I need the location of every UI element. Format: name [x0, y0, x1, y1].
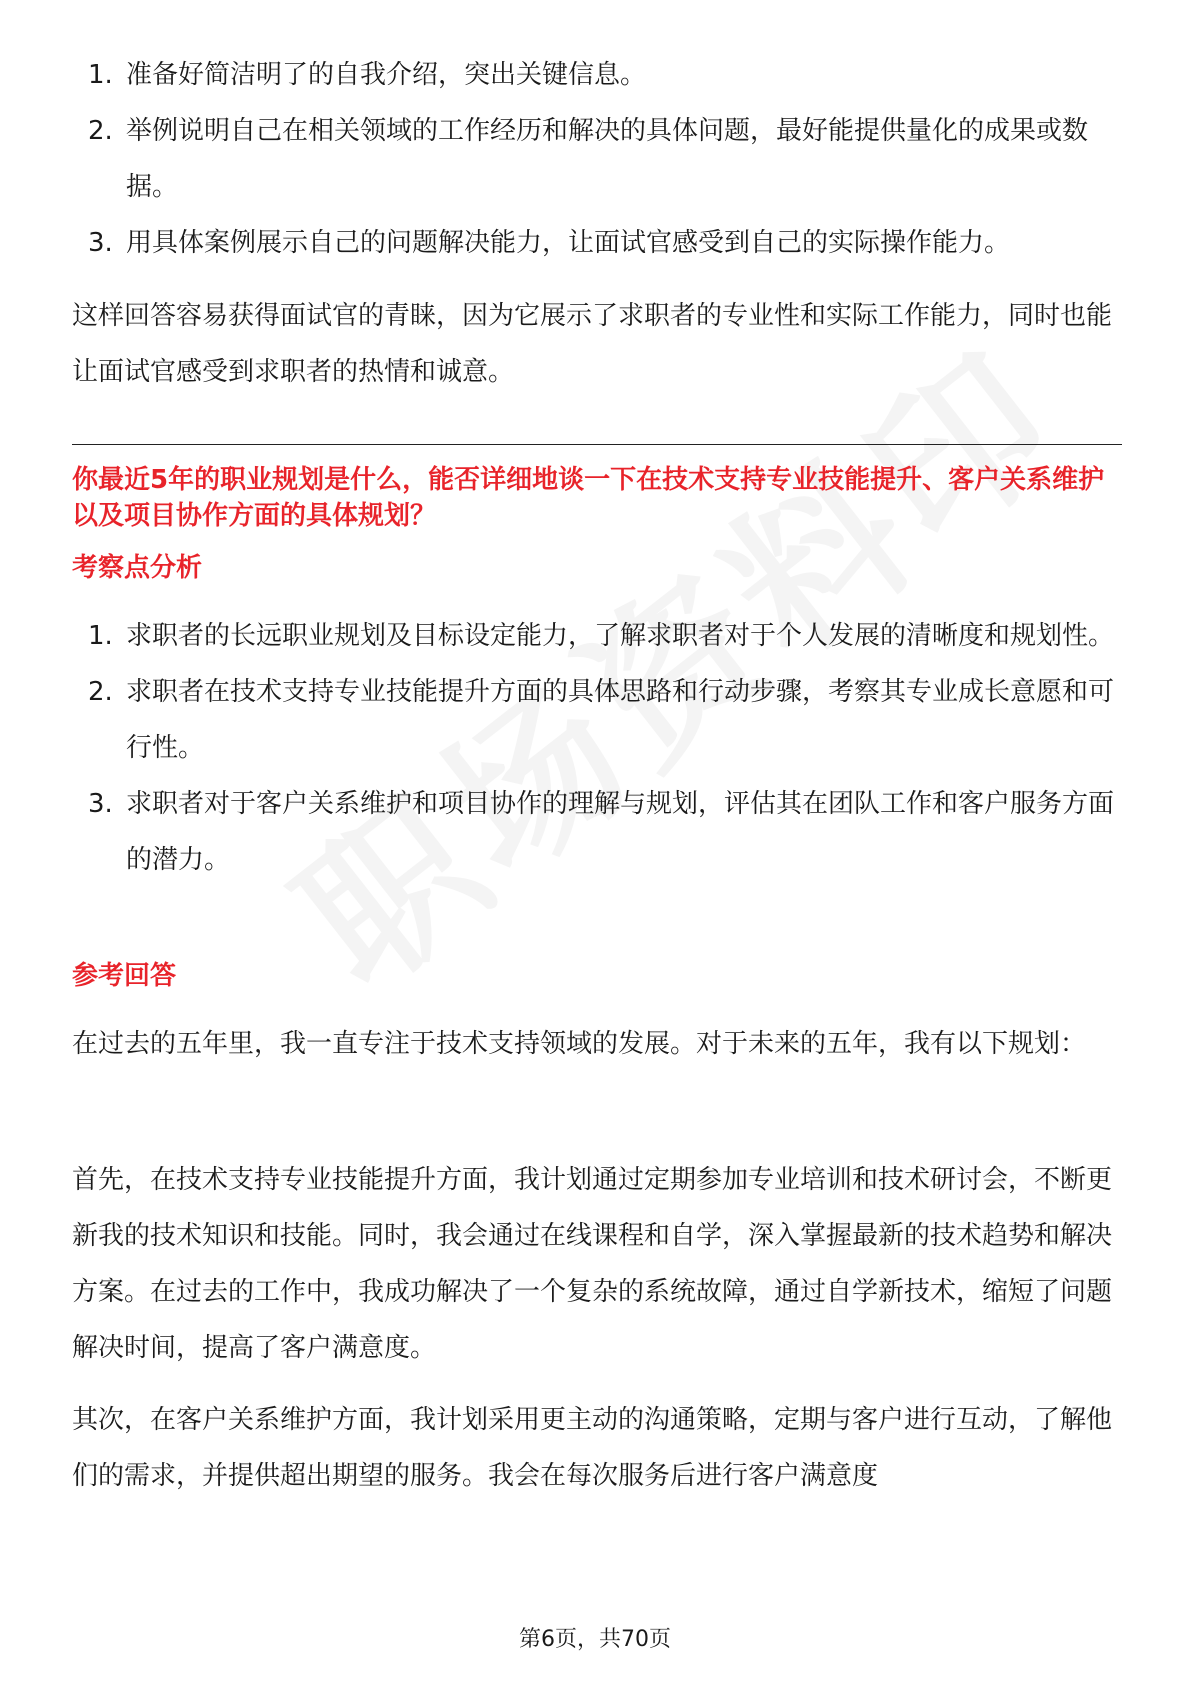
list-item-number: 1.	[88, 60, 113, 90]
list-item-number: 3.	[88, 789, 113, 819]
section-divider	[72, 444, 1122, 445]
list-item	[72, 103, 1122, 215]
answer-paragraph: 在过去的五年里，我一直专注于技术支持领域的发展。对于未来的五年，我有以下规划：	[72, 1029, 1087, 1059]
top-list	[72, 47, 1122, 271]
list-item-number: 1.	[88, 621, 113, 651]
list-item	[72, 215, 1122, 271]
analysis-heading: 考察点分析	[72, 553, 203, 583]
list-item-number: 2.	[88, 677, 113, 707]
list-item-text: 用具体案例展示自己的问题解决能力，让面试官感受到自己的实际操作能力。	[126, 228, 1011, 258]
question-heading: 你最近5年的职业规划是什么，能否详细地谈一下在技术支持专业技能提升、客户关系维护以及项目协作方面的具体规划？	[72, 465, 1105, 531]
list-item-text: 求职者对于客户关系维护和项目协作的理解与规划，评估其在团队工作和客户服务方面的潜力。	[126, 789, 1115, 875]
list-item-number: 2.	[88, 116, 113, 146]
list-item-text: 求职者在技术支持专业技能提升方面的具体思路和行动步骤，考察其专业成长意愿和可行性。	[126, 677, 1115, 763]
summary-paragraph: 这样回答容易获得面试官的青睐，因为它展示了求职者的专业性和实际工作能力，同时也能让面试官感受到求职者的热情和诚意。	[72, 301, 1113, 387]
analysis-list	[72, 608, 1122, 888]
answer-paragraph: 其次，在客户关系维护方面，我计划采用更主动的沟通策略，定期与客户进行互动，了解他们的需求，并提供超出期望的服务。我会在每次服务后进行客户满意度	[72, 1405, 1113, 1491]
list-item-number: 3.	[88, 228, 113, 258]
list-item	[72, 608, 1122, 664]
answer-heading: 参考回答	[72, 961, 177, 991]
list-item-text: 举例说明自己在相关领域的工作经历和解决的具体问题，最好能提供量化的成果或数据。	[126, 116, 1089, 202]
list-item	[72, 47, 1122, 103]
list-item	[72, 664, 1122, 776]
page-footer: 第6页，共70页	[519, 1627, 671, 1652]
answer-paragraph: 首先，在技术支持专业技能提升方面，我计划通过定期参加专业培训和技术研讨会，不断更新我的技术知识和技能。同时，我会通过在线课程和自学，深入掌握最新的技术趋势和解决方案。在过去的工作中，我成功解决了一个复杂的系统故障，通过自学新技术，缩短了问题解决时间，提高了客户满意度。	[72, 1165, 1113, 1363]
list-item	[72, 776, 1122, 888]
list-item-text: 准备好简洁明了的自我介绍，突出关键信息。	[126, 60, 647, 90]
list-item-text: 求职者的长远职业规划及目标设定能力，了解求职者对于个人发展的清晰度和规划性。	[126, 621, 1115, 651]
